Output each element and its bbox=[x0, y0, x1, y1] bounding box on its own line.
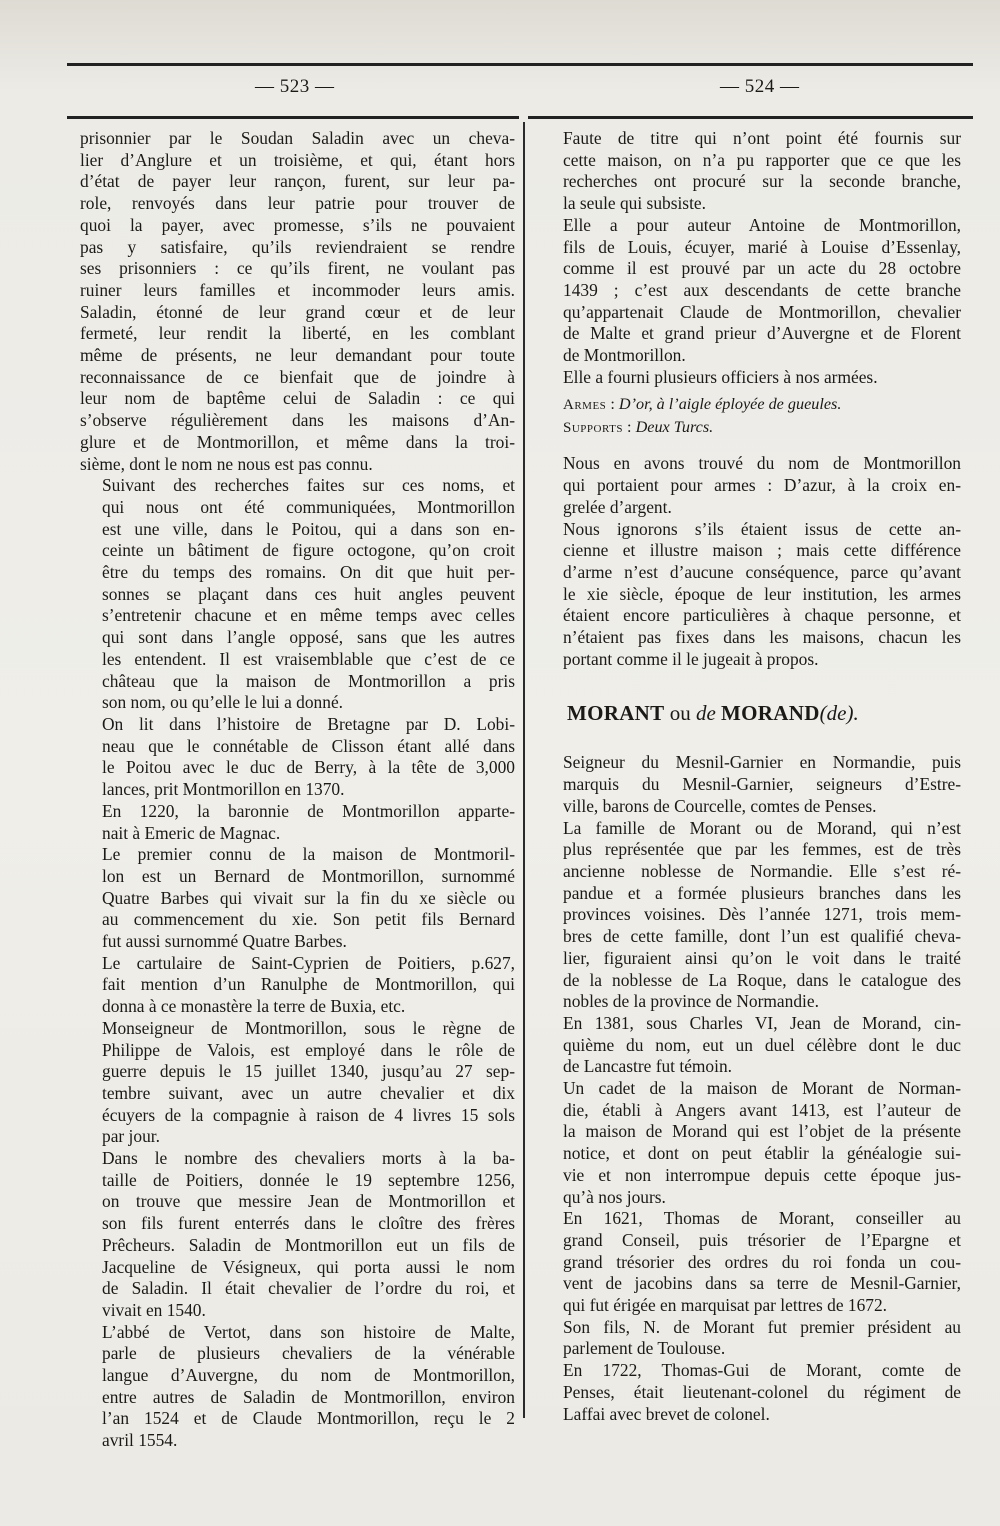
text-line: Jacqueline de Vésigneux, qui porta aussi le nom bbox=[102, 1256, 515, 1277]
text-line: château que la maison de Montmorillon a pris bbox=[102, 670, 515, 691]
text-line: on trouve que messire Jean de Montmorillon et bbox=[102, 1191, 515, 1212]
text-line: Elle a pour auteur Antoine de Montmorillon, bbox=[563, 214, 961, 235]
text-line: Le premier connu de la maison de Montmoril- bbox=[102, 844, 515, 865]
text-line: nobles de la province de Normandie. bbox=[563, 991, 819, 1012]
text-line: la maison de Morand qui est l’objet de la présente bbox=[563, 1121, 961, 1142]
text-line: qui fut érigée en marquisat par lettres de 1672. bbox=[563, 1295, 888, 1316]
top-rule bbox=[67, 63, 973, 66]
text-line: Seigneur du Mesnil-Garnier en Normandie, puis bbox=[563, 752, 961, 773]
right-page-number: — 524 — bbox=[720, 76, 800, 97]
text-line: pandue et a formée plusieurs branches dans les bbox=[563, 882, 961, 903]
text-line: le xie siècle, époque de leur institution, les armes bbox=[563, 583, 961, 604]
text-line: cienne et illustre maison ; mais cette différence bbox=[563, 540, 961, 561]
paragraph bbox=[541, 1013, 961, 1078]
paragraph bbox=[541, 453, 961, 518]
paragraph bbox=[541, 818, 961, 1013]
text-line: Quatre Barbes qui vivait sur la fin du xe siècle ou bbox=[102, 887, 515, 908]
paragraph bbox=[541, 519, 961, 671]
text-line: grand trésorier des ordres du roi fonda un cou- bbox=[563, 1251, 961, 1272]
text-line: est une ville, dans le Poitou, qui a dans son en- bbox=[102, 518, 515, 539]
text-line: portant comme il le jugeait à propos. bbox=[563, 648, 819, 669]
paragraph bbox=[80, 953, 515, 1018]
text-line: qui nous ont été communiquées, Montmorillon bbox=[102, 496, 515, 517]
text-line: fermeté, leur rendit la liberté, en les comblant bbox=[80, 323, 515, 344]
text-line: La famille de Morant ou de Morand, qui n’est bbox=[563, 817, 961, 838]
supports-line: Supports : Deux Turcs. bbox=[563, 417, 714, 436]
right-top-text bbox=[541, 128, 961, 388]
text-line: de la noblesse de La Roque, dans le catalogue des bbox=[563, 969, 961, 990]
text-line: sonnes se plaçant dans ces huit angles peuvent bbox=[102, 583, 515, 604]
text-line: de Lancastre fut témoin. bbox=[563, 1056, 733, 1077]
right-column bbox=[541, 128, 961, 1425]
text-line: sième, dont le nom ne nous est pas connu. bbox=[80, 453, 373, 474]
left-column bbox=[80, 128, 515, 1452]
text-line: notice, et dont on peut établir la généalogie sui- bbox=[563, 1143, 961, 1164]
paragraph bbox=[80, 475, 515, 714]
arms-label: Armes bbox=[563, 397, 607, 414]
text-line: langue d’Auvergne, du nom de Montmorillon, bbox=[102, 1365, 515, 1386]
text-line: En 1621, Thomas de Morant, conseiller au bbox=[563, 1208, 961, 1229]
text-line: lier d’Anglure et un troisième, et qui, étant hors bbox=[80, 149, 515, 170]
text-line: ancienne noblesse de Normandie. Elle s’est ré- bbox=[563, 860, 961, 881]
text-line: qui portaient pour armes : D’azur, à la croix en- bbox=[563, 475, 961, 496]
paragraph bbox=[541, 1208, 961, 1317]
text-line: de Saladin. Il était chevalier de l’ordre du roi, et bbox=[102, 1278, 515, 1299]
text-line: fut aussi surnommé Quatre Barbes. bbox=[102, 931, 347, 952]
text-line: cette maison, on n’a pu rapporter que ce que les bbox=[563, 149, 961, 170]
text-line: Prêcheurs. Saladin de Montmorillon eut un fils de bbox=[102, 1234, 515, 1255]
text-line: de Montmorillon. bbox=[563, 345, 686, 366]
text-line: reconnaissance de ce bienfait que de joindre à bbox=[80, 366, 515, 387]
text-line: s’entretenir chacune et en même temps avec celles bbox=[102, 605, 515, 626]
paragraph bbox=[80, 844, 515, 953]
right-bottom-text bbox=[541, 752, 961, 1425]
text-line: lances, prit Montmorillon en 1370. bbox=[102, 779, 345, 800]
text-line: grand Conseil, puis trésorier de l’Epargne et bbox=[563, 1229, 961, 1250]
text-line: guerre depuis le 15 juillet 1340, jusqu’au 27 sep- bbox=[102, 1061, 515, 1082]
text-line: prisonnier par le Soudan Saladin avec un cheva- bbox=[80, 128, 515, 148]
text-line: ville, barons de Courcelle, comtes de Penses. bbox=[563, 795, 877, 816]
text-line: quoi la payer, avec promesse, s’ils ne pouvaient bbox=[80, 214, 515, 235]
text-line: son nom, ou qu’elle le lui a donné. bbox=[102, 692, 344, 713]
heading-connector: ou bbox=[669, 701, 691, 726]
text-line: neau que le connétable de Clisson étant allé dans bbox=[102, 735, 515, 756]
text-line: avril 1554. bbox=[102, 1430, 178, 1451]
paragraph bbox=[80, 1148, 515, 1322]
text-line: vie et non interrompue depuis cette époque jus- bbox=[563, 1164, 961, 1185]
text-line: glure et de Montmorillon, et même dans la troi- bbox=[80, 431, 515, 452]
text-line: tembre suivant, avec un autre chevalier et dix bbox=[102, 1082, 515, 1103]
text-line: vent de jacobins dans sa terre de Mesnil-Garnier, bbox=[563, 1273, 961, 1294]
section-heading bbox=[567, 700, 961, 726]
text-line: bres de cette famille, dont l’un est qualifié cheva- bbox=[563, 926, 961, 947]
text-line: donna à ce monastère la terre de Buxia, etc. bbox=[102, 996, 406, 1017]
text-line: Penses, était lieutenant-colonel du régiment de bbox=[563, 1381, 961, 1402]
text-line: quième du nom, eut un duel célèbre dont le duc bbox=[563, 1034, 961, 1055]
text-line: Un cadet de la maison de Morant de Norman- bbox=[563, 1078, 961, 1099]
text-line: être du temps des romains. On dit que huit per- bbox=[102, 562, 515, 583]
text-line: écuyers de la compagnie à raison de 4 livres 15 sols bbox=[102, 1104, 515, 1125]
text-line: die, établi à Angers avant 1413, est l’auteur de bbox=[563, 1099, 961, 1120]
text-line: vivait en 1540. bbox=[102, 1299, 206, 1320]
paragraph bbox=[541, 367, 961, 389]
supports-label: Supports bbox=[563, 419, 623, 436]
text-line: qui sont dans l’angle opposé, sans que les autres bbox=[102, 627, 515, 648]
text-line: plus représentée que par les femmes, est de très bbox=[563, 839, 961, 860]
text-line: lier, figuraient ainsi qu’on le voit dans le traité bbox=[563, 947, 961, 968]
text-line: d’état de payer leur rançon, furent, sur leur pa- bbox=[80, 171, 515, 192]
paragraph bbox=[80, 1322, 515, 1452]
text-line: L’abbé de Vertot, dans son histoire de Malte, bbox=[102, 1321, 515, 1342]
text-line: d’arme n’est d’aucune conséquence, parce qu’avant bbox=[563, 561, 961, 582]
text-line: recherches ont procuré sur la seconde branche, bbox=[563, 171, 961, 192]
text-line: entre autres de Saladin de Montmorillon, environ bbox=[102, 1386, 515, 1407]
left-page-number: — 523 — bbox=[255, 76, 335, 97]
text-line: Elle a fourni plusieurs officiers à nos armées. bbox=[563, 366, 878, 387]
text-line: qu’appartenait Claude de Montmorillon, chevalier bbox=[563, 301, 961, 322]
text-line: Son fils, N. de Morant fut premier président au bbox=[563, 1316, 961, 1337]
text-line: Le cartulaire de Saint-Cyprien de Poitiers, p.627, bbox=[102, 952, 515, 973]
right-header-rule bbox=[528, 116, 973, 119]
text-line: parlement de Toulouse. bbox=[563, 1338, 726, 1359]
text-line: Faute de titre qui n’ont point été fournis sur bbox=[563, 128, 961, 148]
text-line: provinces voisines. Dès l’année 1271, trois mem- bbox=[563, 904, 961, 925]
text-line: n’étaient pas fixes dans les maisons, chacun les bbox=[563, 627, 961, 648]
heading-suffix: (de). bbox=[819, 701, 859, 726]
text-line: role, renvoyés dans leur patrie pour trouver de bbox=[80, 193, 515, 214]
text-line: pas y satisfaire, qu’ils reviendraient se rendre bbox=[80, 236, 515, 257]
paragraph bbox=[80, 801, 515, 844]
heading-particle: de bbox=[695, 701, 716, 726]
paragraph bbox=[541, 752, 961, 817]
column-divider bbox=[523, 122, 525, 1418]
text-line: ses prisonniers : ce qu’ils firent, ne voulant pas bbox=[80, 258, 515, 279]
text-line: marquis du Mesnil-Garnier, seigneurs d’Estre- bbox=[563, 774, 961, 795]
arms-block bbox=[541, 394, 961, 439]
paragraph bbox=[80, 1018, 515, 1148]
text-line: Nous en avons trouvé du nom de Montmorillon bbox=[563, 453, 961, 474]
text-line: l’an 1524 et de Claude Montmorillon, reçu le 2 bbox=[102, 1408, 515, 1429]
text-line: la seule qui subsiste. bbox=[563, 193, 706, 214]
left-header-rule bbox=[67, 116, 519, 119]
text-line: Laffai avec brevet de colonel. bbox=[563, 1403, 770, 1424]
paragraph bbox=[541, 128, 961, 215]
text-line: comme il est prouvé par un acte du 28 octobre bbox=[563, 258, 961, 279]
text-line: Dans le nombre des chevaliers morts à la ba- bbox=[102, 1148, 515, 1169]
text-line: ruiner leurs familles et incommoder leurs amis. bbox=[80, 279, 515, 300]
arms-blazon: D’or, à l’aigle éployée de gueules. bbox=[618, 395, 842, 414]
text-line: 1439 ; c’est aux descendants de cette branche bbox=[563, 279, 961, 300]
text-line: lon est un Bernard de Montmorillon, surnommé bbox=[102, 865, 515, 886]
text-line: En 1220, la baronnie de Montmorillon apparte- bbox=[102, 800, 515, 821]
text-line: même de présents, ne leur demandant pour toute bbox=[80, 345, 515, 366]
right-mid-text bbox=[541, 453, 961, 670]
text-line: Monseigneur de Montmorillon, sous le règne de bbox=[102, 1017, 515, 1038]
text-line: grelée d’argent. bbox=[563, 496, 672, 517]
text-line: ceinte un bâtiment de figure octogone, qu’on croit bbox=[102, 540, 515, 561]
text-line: Philippe de Valois, est employé dans le rôle de bbox=[102, 1039, 515, 1060]
text-line: On lit dans l’histoire de Bretagne par D. Lobi- bbox=[102, 713, 515, 734]
supports-text: Deux Turcs. bbox=[635, 417, 714, 436]
text-line: parle de plusieurs chevaliers de la vénérable bbox=[102, 1343, 515, 1364]
paragraph bbox=[541, 1317, 961, 1360]
text-line: le Poitou avec le duc de Berry, à la tête de 3,000 bbox=[102, 757, 515, 778]
paragraph bbox=[80, 714, 515, 801]
text-line: de Malte et grand prieur d’Auvergne et de Florent bbox=[563, 323, 961, 344]
text-line: son fils furent enterrés dans le cloître des frères bbox=[102, 1213, 515, 1234]
text-line: Nous ignorons s’ils étaient issus de cette an- bbox=[563, 518, 961, 539]
heading-name-2: MORAND bbox=[721, 701, 820, 726]
text-line: par jour. bbox=[102, 1126, 160, 1147]
paragraph bbox=[80, 128, 515, 475]
text-line: taille de Poitiers, donnée le 19 septembre 1256, bbox=[102, 1169, 515, 1190]
text-line: leur nom de baptême celui de Saladin : ce qui bbox=[80, 388, 515, 409]
text-line: les entendent. Il est vraisemblable que c’est de ce bbox=[102, 648, 515, 669]
paragraph bbox=[541, 215, 961, 367]
text-line: au commencement du xie. Son petit fils Bernard bbox=[102, 909, 515, 930]
text-line: En 1381, sous Charles VI, Jean de Morand, cin- bbox=[563, 1012, 961, 1033]
text-line: Suivant des recherches faites sur ces noms, et bbox=[102, 475, 515, 496]
text-line: qu’à nos jours. bbox=[563, 1186, 666, 1207]
text-line: nait à Emeric de Magnac. bbox=[102, 822, 281, 843]
text-line: fait mention d’un Ranulphe de Montmorillon, qui bbox=[102, 974, 515, 995]
paragraph bbox=[541, 1078, 961, 1208]
text-line: fils de Louis, écuyer, marié à Louise d’Essenlay, bbox=[563, 236, 961, 257]
paragraph bbox=[541, 1360, 961, 1425]
arms-line: Armes : D’or, à l’aigle éployée de gueules. bbox=[563, 395, 842, 414]
text-line: En 1722, Thomas-Gui de Morant, comte de bbox=[563, 1360, 961, 1381]
text-line: s’observe régulièrement dans les maisons d’An- bbox=[80, 410, 515, 431]
text-line: Saladin, étonné de leur grand cœur et de leur bbox=[80, 301, 515, 322]
text-line: étaient encore particulières à chaque personne, et bbox=[563, 605, 961, 626]
heading-name-1: MORANT bbox=[567, 701, 665, 726]
